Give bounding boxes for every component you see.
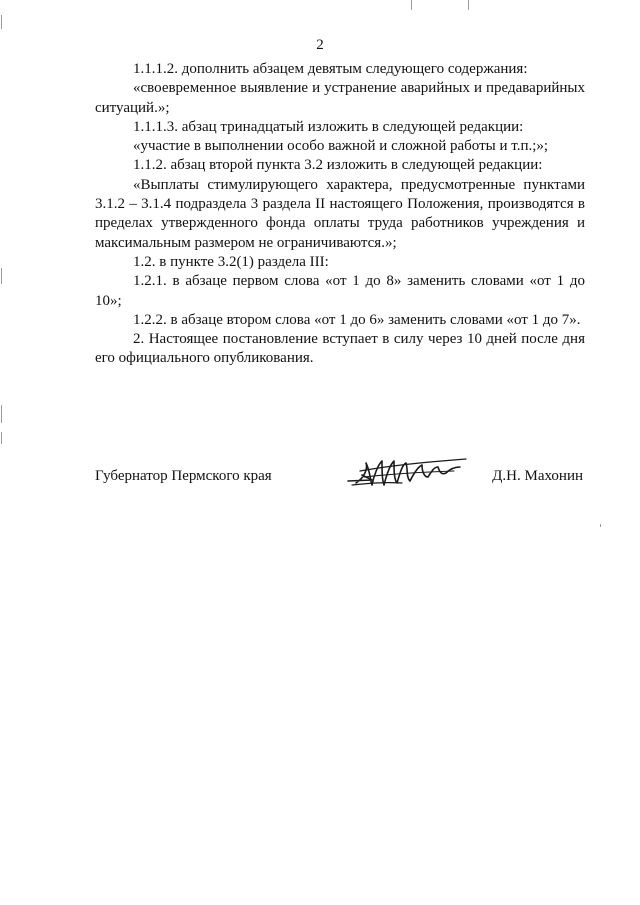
- signatory-name: Д.Н. Махонин: [492, 468, 583, 484]
- paragraph-quote-payments: «Выплаты стимулирующего характера, предусмотренные пунктами 3.1.2 – 3.1.4 подраздела 3 раздела II настоящего Положения, производятся в пределах утвержденного фонда оплаты труда работников учреждения и максимальным размером не ограничиваются.»;: [95, 176, 585, 251]
- paragraph-2-effective: 2. Настоящее постановление вступает в силу через 10 дней после дня его официального опубликования.: [95, 331, 585, 367]
- paragraph-1-2: 1.2. в пункте 3.2(1) раздела III:: [133, 253, 329, 270]
- document-body: [95, 60, 585, 369]
- scan-dot: [600, 524, 601, 527]
- paragraph-1-2-2: 1.2.2. в абзаце втором слова «от 1 до 6» заменить словами «от 1 до 7».: [133, 311, 581, 328]
- paragraph-1-1-1-2: 1.1.1.2. дополнить абзацем девятым следующего содержания:: [133, 61, 528, 77]
- scan-edge-mark: [1, 268, 2, 284]
- handwritten-signature: [342, 447, 472, 497]
- scan-edge-mark: [1, 15, 2, 29]
- scan-edge-mark: [411, 0, 412, 10]
- signatory-title: Губернатор Пермского края: [95, 468, 272, 484]
- scan-edge-mark: [1, 432, 2, 444]
- page-number: 2: [316, 37, 324, 53]
- scan-edge-mark: [468, 0, 469, 10]
- scan-edge-mark: [1, 405, 2, 423]
- paragraph-1-1-1-3: 1.1.1.3. абзац тринадцатый изложить в следующей редакции:: [133, 118, 524, 135]
- paragraph-1-1-2: 1.1.2. абзац второй пункта 3.2 изложить в следующей редакции:: [133, 157, 543, 174]
- paragraph-1-2-1: 1.2.1. в абзаце первом слова «от 1 до 8» заменить словами «от 1 до 10»;: [95, 273, 585, 309]
- paragraph-quote-emergency: «своевременное выявление и устранение аварийных и предаварийных ситуаций.»;: [95, 80, 585, 116]
- paragraph-quote-participation: «участие в выполнении особо важной и сложной работы и т.п.;»;: [133, 138, 549, 155]
